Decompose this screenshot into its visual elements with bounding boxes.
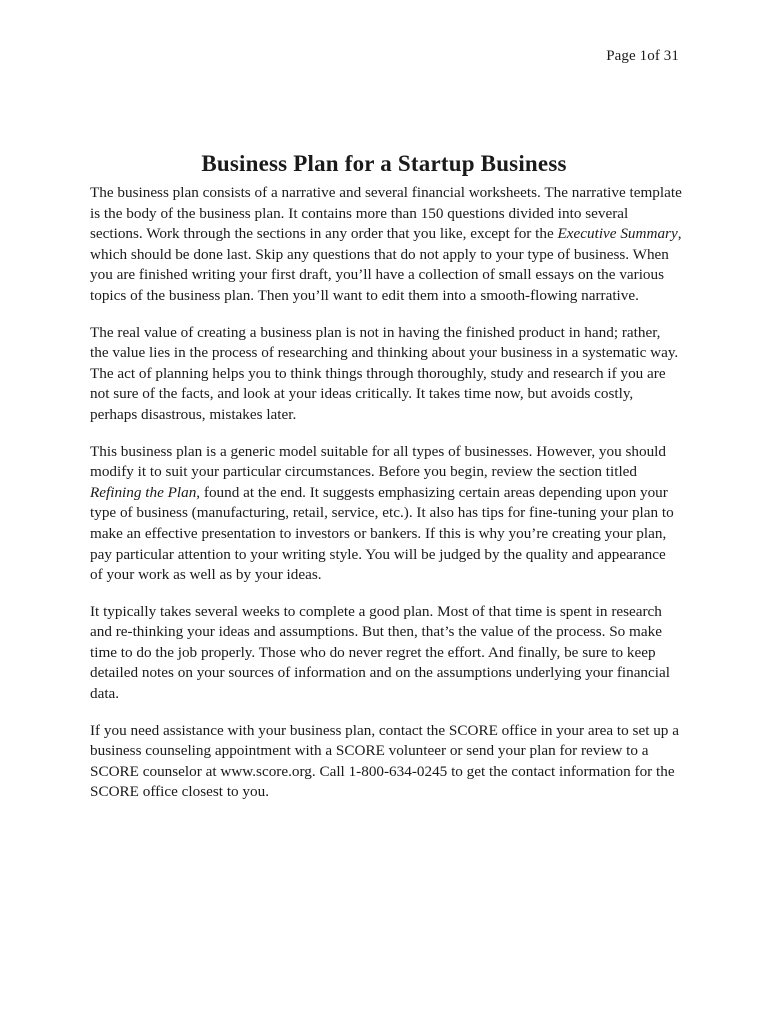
- paragraph-score-assistance: If you need assistance with your business plan, contact the SCORE office in your area to set up a business counseling appointment with a SCORE volunteer or send your plan for review to a SCORE counselor at www.score.org. Call 1-800-634-0245 to get the contact information for the SCORE office closest to you.: [90, 721, 679, 801]
- refining-the-plan-reference: Refining the Plan: [90, 483, 197, 501]
- paragraph-value-of-planning: The real value of creating a business plan is not in having the finished product in hand; rather, the value lies in the process of researching and thinking about your business in a systematic way. The act of planning helps you to think things through thoroughly, study and research if you are not sure of the facts, and look at your ideas critically. It takes time now, but avoids costly, perhaps disastrous, mistakes later.: [90, 323, 679, 423]
- document-body: [90, 183, 682, 819]
- paragraph-intro-text-end: , which should be done last. Skip any questions that do not apply to your type of business. When you are finished writing your first draft, you’ll have a collection of small essays on the various topics of the business plan. Then you’ll want to edit them into a smooth-flowing narrative.: [90, 225, 682, 304]
- paragraph-intro: [90, 183, 682, 307]
- paragraph-generic-model-text-end: , found at the end. It suggests emphasizing certain areas depending upon your type of business (manufacturing, retail, service, etc.). It also has tips for fine-tuning your plan to make an effective presentation to investors or bankers. If this is why you’re creating your plan, pay particular attention to your writing style. You will be judged by the quality and appearance of your work as well as by your ideas.: [90, 483, 674, 584]
- executive-summary-reference: Executive Summary: [557, 225, 678, 243]
- paragraph-generic-model: [90, 442, 682, 586]
- page-number: Page 1of 31: [606, 48, 679, 64]
- paragraph-intro-text-start: The business plan consists of a narrative and several financial worksheets. The narrative template is the body of the business plan. It contains more than 150 questions divided into several sections. Work through the sections in any order that you like, except for the: [90, 184, 682, 243]
- paragraph-generic-model-text-start: This business plan is a generic model suitable for all types of businesses. However, you should modify it to suit your particular circumstances. Before you begin, review the section titled: [90, 442, 666, 481]
- paragraph-time-required: It typically takes several weeks to complete a good plan. Most of that time is spent in research and re-thinking your ideas and assumptions. But then, that’s the value of the process. So make time to do the job properly. Those who do never regret the effort. And finally, be sure to keep detailed notes on your sources of information and on the assumptions underlying your financial data.: [90, 602, 670, 703]
- document-title: Business Plan for a Startup Business: [201, 151, 567, 176]
